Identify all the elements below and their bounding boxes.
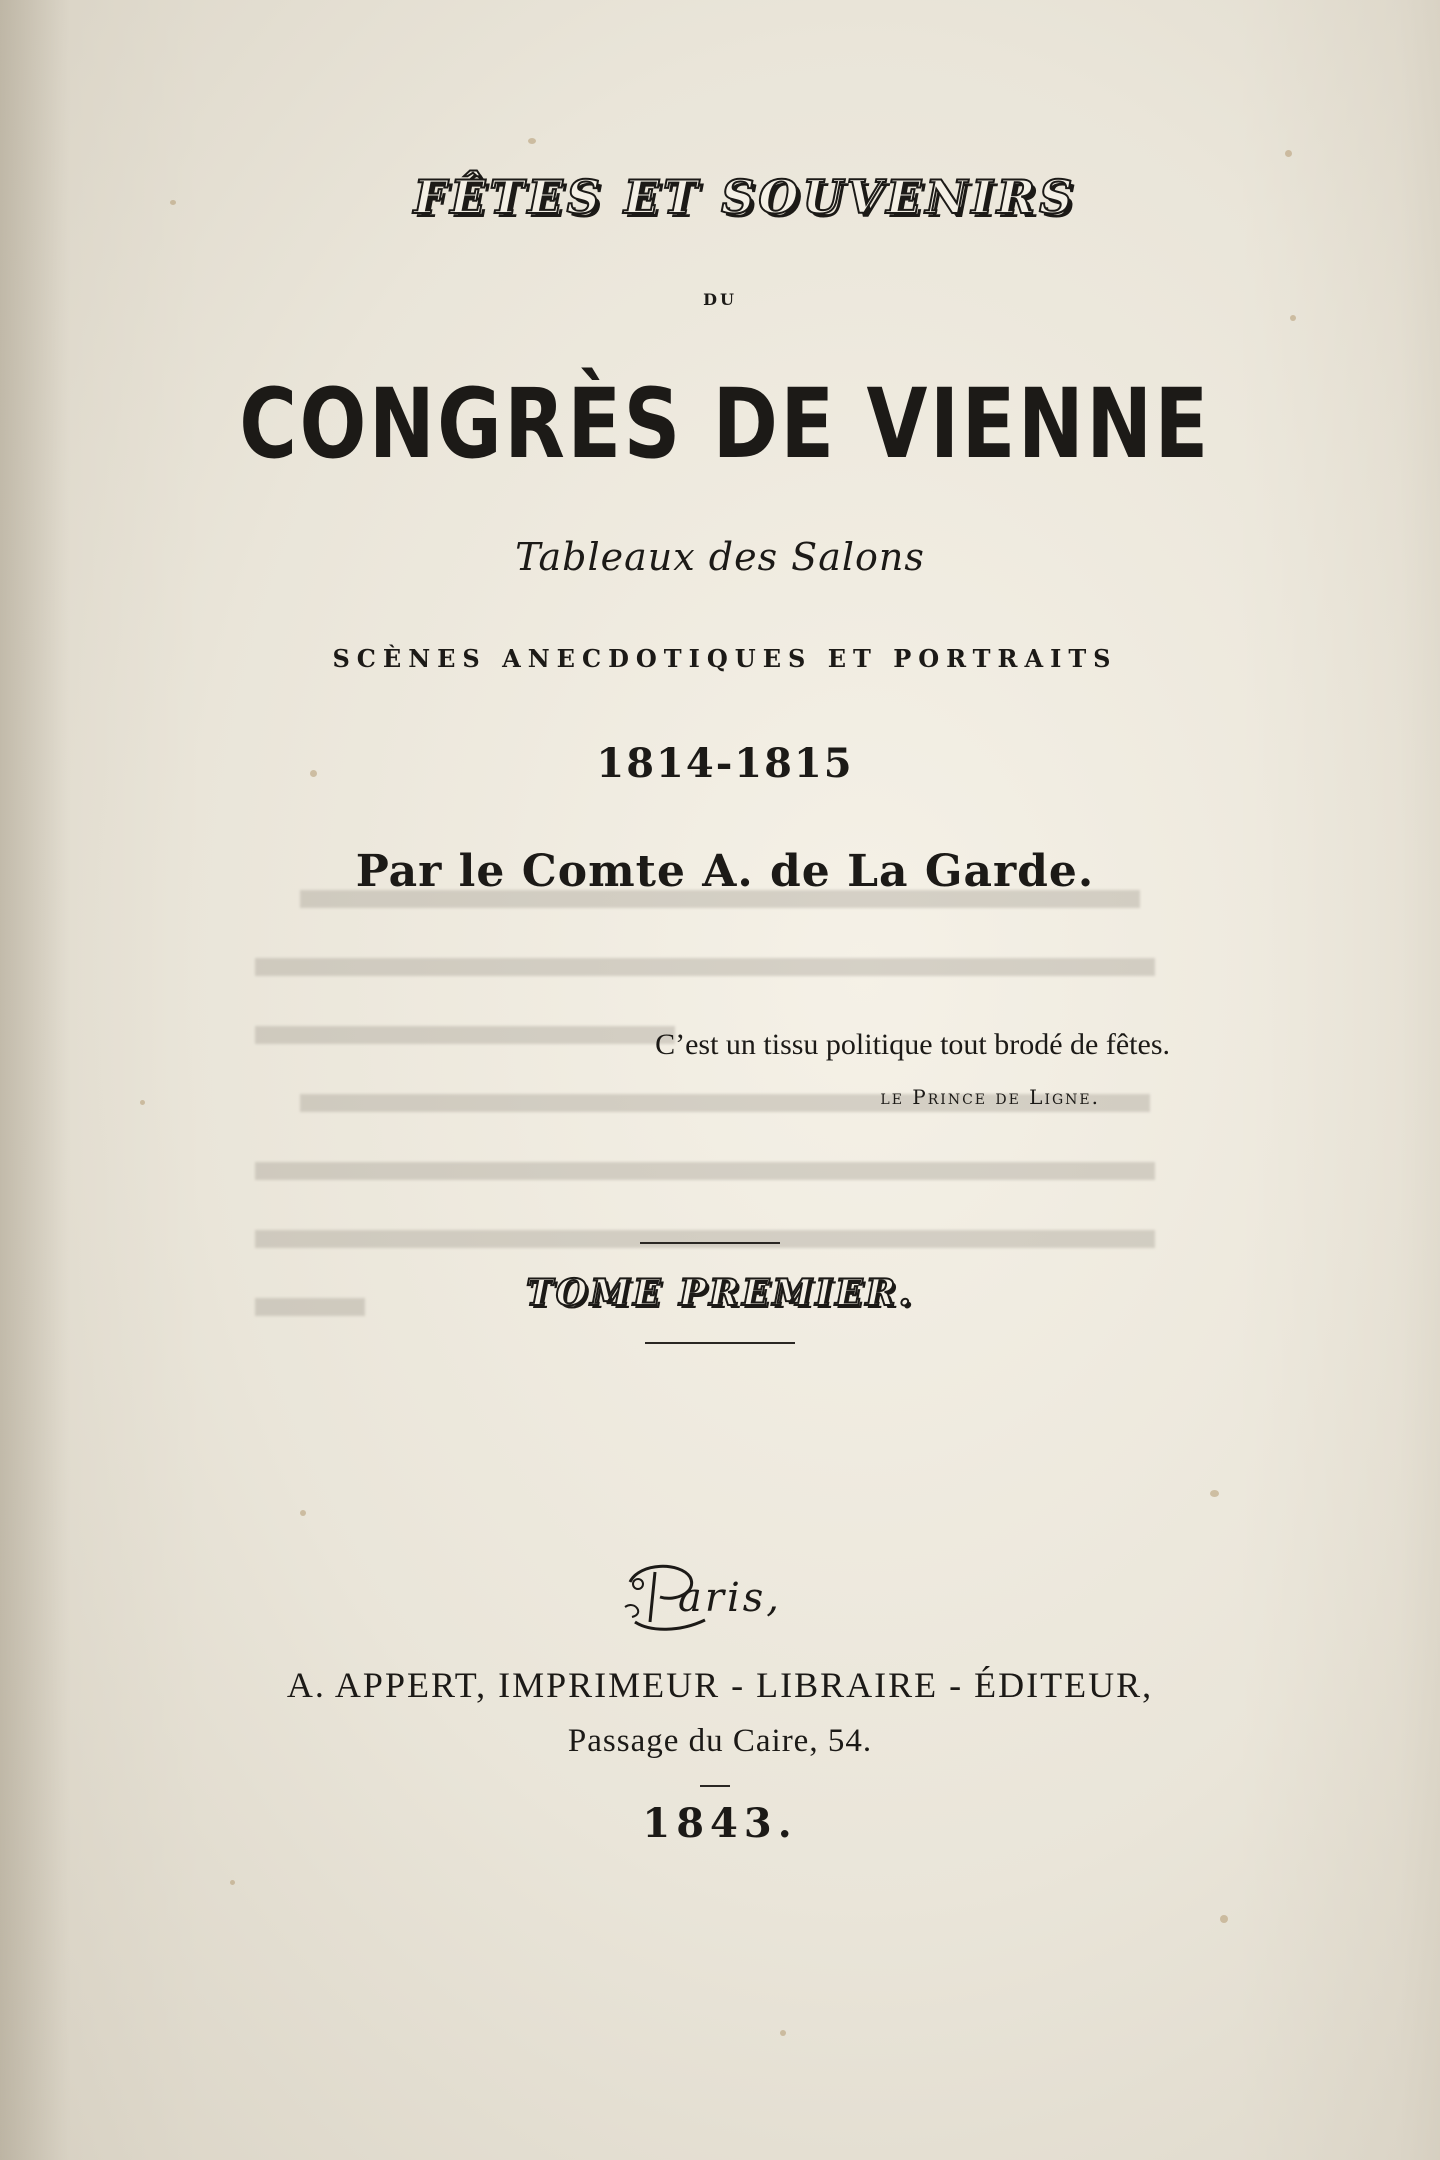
foxing-speck bbox=[1220, 1915, 1228, 1923]
divider-rule bbox=[640, 1242, 780, 1244]
bleed-through-text bbox=[255, 880, 1185, 1340]
divider-dash bbox=[700, 1785, 730, 1787]
foxing-speck bbox=[780, 2030, 786, 2036]
publisher-address: Passage du Caire, 54. bbox=[567, 1723, 873, 1759]
foxing-speck bbox=[1210, 1490, 1219, 1497]
volume-label: TOME PREMIER. bbox=[526, 1272, 914, 1314]
foxing-speck bbox=[140, 1100, 145, 1105]
foxing-speck bbox=[528, 138, 536, 144]
publisher-line: A. APPERT, IMPRIMEUR - LIBRAIRE - ÉDITEUR, bbox=[286, 1665, 1154, 1705]
foxing-speck bbox=[1290, 315, 1296, 321]
subtitle-caps: SCÈNES ANECDOTIQUES ET PORTRAITS bbox=[332, 644, 1118, 673]
heading-du: DU bbox=[703, 290, 737, 309]
subtitle-script: Tableaux des Salons bbox=[515, 535, 925, 579]
author-line: Par le Comte A. de La Garde. bbox=[355, 846, 1095, 897]
foxing-speck bbox=[300, 1510, 306, 1516]
years: 1814-1815 bbox=[596, 740, 854, 787]
epigraph: C’est un tissu politique tout brodé de fêtes. bbox=[655, 1028, 1170, 1061]
divider-rule bbox=[645, 1342, 795, 1344]
main-title: CONGRÈS DE VIENNE bbox=[239, 368, 1211, 480]
publication-year: 1843. bbox=[642, 1800, 798, 1847]
heading-fetes-et-souvenirs: FÊTES ET SOUVENIRS bbox=[413, 170, 1077, 224]
foxing-speck bbox=[1285, 150, 1292, 157]
foxing-speck bbox=[230, 1880, 235, 1885]
epigraph-author: le Prince de Ligne. bbox=[880, 1085, 1100, 1109]
city-paris: aris, bbox=[677, 1575, 782, 1621]
